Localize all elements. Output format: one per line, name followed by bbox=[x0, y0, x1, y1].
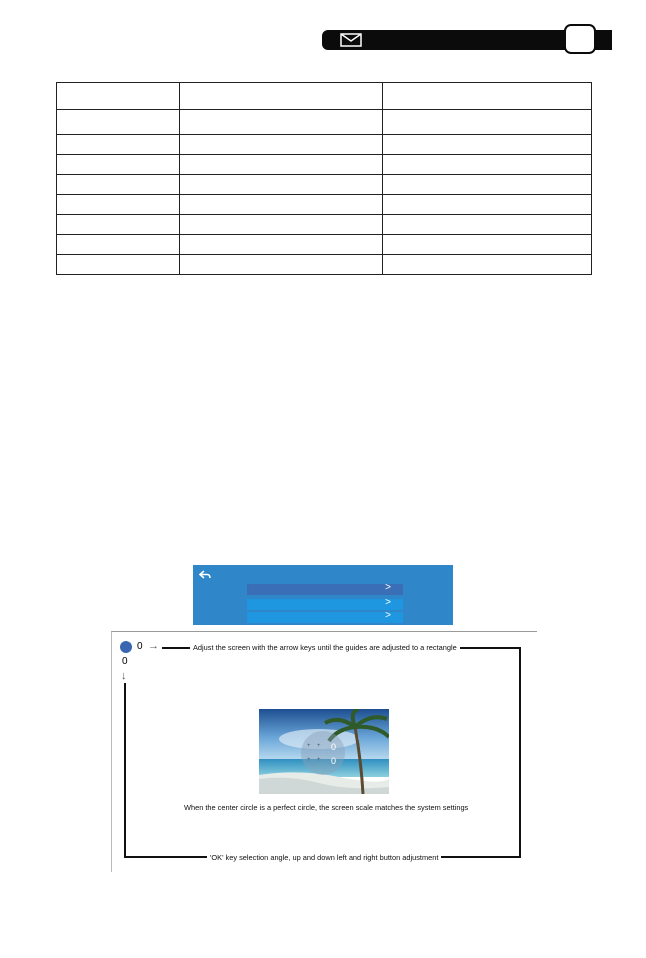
annotation-top: Adjust the screen with the arrow keys until the guides are adjusted to a rectangle bbox=[190, 643, 460, 652]
table-row bbox=[57, 135, 592, 155]
menu-item[interactable] bbox=[247, 584, 403, 595]
table-cell bbox=[383, 175, 592, 195]
page-number-tab bbox=[564, 24, 596, 54]
annotation-middle: When the center circle is a perfect circle, the screen scale matches the system settings bbox=[181, 803, 471, 812]
beach-preview-image bbox=[259, 709, 389, 794]
table-cell bbox=[383, 235, 592, 255]
table-row bbox=[57, 155, 592, 175]
envelope-icon bbox=[340, 33, 362, 47]
table-row bbox=[57, 83, 592, 110]
svg-text:+: + bbox=[307, 757, 311, 763]
menu-item[interactable] bbox=[247, 612, 403, 623]
table-cell bbox=[180, 175, 383, 195]
table-cell bbox=[57, 175, 180, 195]
menu-item[interactable] bbox=[247, 599, 403, 610]
table-cell bbox=[180, 255, 383, 275]
corner-selector-dot[interactable] bbox=[120, 641, 132, 653]
right-arrow-icon: → bbox=[148, 640, 159, 652]
table-cell bbox=[57, 155, 180, 175]
table-row bbox=[57, 175, 592, 195]
table-cell bbox=[57, 215, 180, 235]
table-row bbox=[57, 215, 592, 235]
svg-text:+: + bbox=[317, 757, 321, 763]
svg-text:+: + bbox=[317, 743, 321, 749]
table-cell bbox=[180, 215, 383, 235]
table-cell bbox=[57, 135, 180, 155]
table-row bbox=[57, 235, 592, 255]
table-cell bbox=[180, 110, 383, 135]
table-cell bbox=[180, 155, 383, 175]
table-cell bbox=[180, 235, 383, 255]
table-cell bbox=[180, 135, 383, 155]
table-cell bbox=[57, 110, 180, 135]
back-arrow-icon[interactable] bbox=[199, 570, 211, 580]
image-vertical-value: 0 bbox=[331, 756, 337, 766]
table-cell bbox=[180, 83, 383, 110]
table-cell bbox=[383, 155, 592, 175]
table-cell bbox=[383, 255, 592, 275]
horizontal-value: 0 bbox=[137, 641, 143, 652]
table-row bbox=[57, 195, 592, 215]
chevron-right-icon: > bbox=[385, 610, 391, 621]
table-row bbox=[57, 255, 592, 275]
table-cell bbox=[57, 195, 180, 215]
chevron-right-icon: > bbox=[385, 582, 391, 593]
down-arrow-icon: ↓ bbox=[121, 670, 127, 682]
guide-line-left bbox=[124, 683, 126, 858]
table-cell bbox=[57, 235, 180, 255]
table-cell bbox=[383, 135, 592, 155]
table-cell bbox=[383, 110, 592, 135]
table-cell bbox=[57, 83, 180, 110]
svg-text:+: + bbox=[307, 743, 311, 749]
vertical-value: 0 bbox=[122, 656, 128, 667]
table-row bbox=[57, 110, 592, 135]
table-cell bbox=[383, 195, 592, 215]
spec-table bbox=[56, 82, 592, 275]
table-cell bbox=[180, 195, 383, 215]
menu-screenshot bbox=[193, 565, 453, 625]
table-cell bbox=[383, 83, 592, 110]
chevron-right-icon: > bbox=[385, 597, 391, 608]
table-cell bbox=[383, 215, 592, 235]
guide-line-right bbox=[519, 647, 521, 858]
image-horizontal-value: 0 bbox=[331, 742, 337, 752]
table-cell bbox=[57, 255, 180, 275]
image-values bbox=[331, 740, 336, 768]
annotation-bottom: 'OK' key selection angle, up and down left and right button adjustment bbox=[207, 853, 441, 862]
